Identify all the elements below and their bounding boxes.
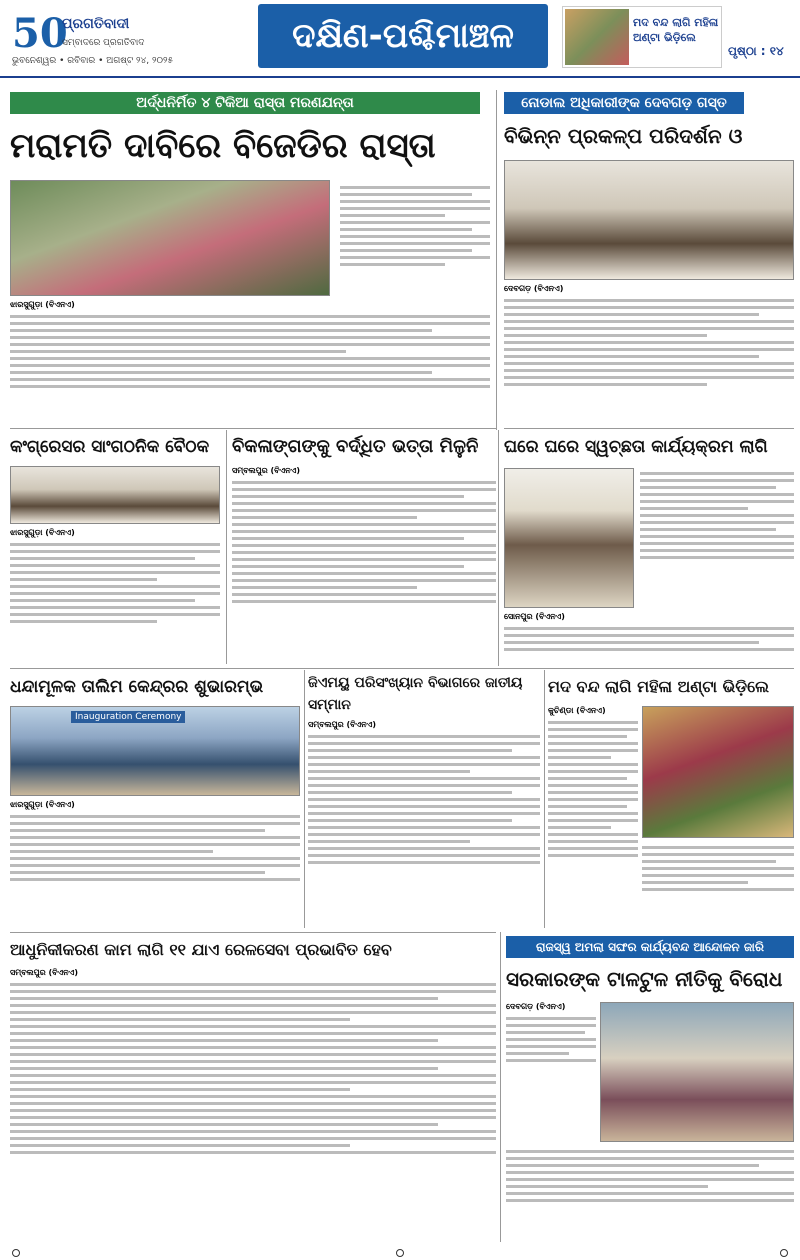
a10-photo bbox=[600, 1002, 794, 1142]
column-rule bbox=[226, 430, 227, 664]
a6-banner-text: Inauguration Ceremony bbox=[71, 711, 185, 723]
teaser-text: ମଦ ବନ୍ଦ ଲାଗି ମହିଳା ଅଣ୍ଟା ଭିଡ଼ିଲେ bbox=[633, 16, 719, 44]
a9-dateline: ସମ୍ବଲପୁର (ବିଏନଏ) bbox=[10, 968, 78, 977]
teaser-box[interactable] bbox=[562, 6, 722, 68]
a2-dateline: ଦେବଗଡ଼ (ବିଏନଏ) bbox=[504, 284, 564, 293]
a2-body bbox=[504, 284, 794, 424]
teaser-photo bbox=[565, 9, 629, 65]
a6-dateline: ଝାରସୁଗୁଡ଼ା (ବିଏନଏ) bbox=[10, 800, 75, 809]
a10-text-left bbox=[506, 1002, 596, 1092]
a2-kicker: ନୋଡାଲ ଅଧିକାରୀଙ୍କ ଦେବଗଡ଼ ଗସ୍ତ bbox=[504, 92, 744, 114]
logo-paper-name: ପ୍ରଗତିବାଦୀ bbox=[62, 16, 130, 32]
a4-photo bbox=[10, 466, 220, 524]
registration-mark-icon bbox=[396, 1249, 404, 1257]
logo-anniversary-number: 50 bbox=[12, 10, 68, 57]
a3-body bbox=[504, 612, 794, 664]
a1-body bbox=[10, 300, 490, 420]
column-rule bbox=[496, 90, 497, 430]
a6-body bbox=[10, 800, 300, 926]
a1-dateline: ଝାରସୁଗୁଡ଼ା (ବିଏନଏ) bbox=[10, 300, 75, 309]
newspaper-logo[interactable] bbox=[8, 8, 248, 70]
a1-text-intro bbox=[340, 182, 490, 298]
registration-mark-icon bbox=[780, 1249, 788, 1257]
a2-photo bbox=[504, 160, 794, 280]
a9-headline[interactable]: ଆଧୁନିକୀକରଣ କାମ ଲାଗି ୧୧ ଯାଏ ରେଳସେବା ପ୍ରଭାବିତ ହେବ bbox=[10, 940, 392, 959]
page-number: ପୃଷ୍ଠା : ୧୪ bbox=[728, 44, 784, 58]
section-title: ଦକ୍ଷିଣ-ପଶ୍ଚିମାଞ୍ଚଳ bbox=[258, 4, 548, 68]
a8-photo bbox=[642, 706, 794, 838]
print-registration-bar bbox=[0, 1246, 800, 1260]
a7-dateline: ସମ୍ବଲପୁର (ବିଏନଏ) bbox=[308, 720, 376, 729]
a10-body bbox=[506, 1146, 794, 1240]
a3-top-rule bbox=[504, 428, 794, 429]
column-rule bbox=[500, 932, 501, 1242]
a7-body bbox=[308, 720, 540, 928]
a5-body bbox=[232, 466, 496, 662]
a6-photo bbox=[10, 706, 300, 796]
column-rule bbox=[304, 670, 305, 928]
a7-headline[interactable]: ଜିଏମୟୁ ପରିସଂଖ୍ୟାନ ବିଭାଗରେ ଜାତୀୟ ସମ୍ମାନ bbox=[308, 675, 523, 713]
a8-dateline: କୁଚିଣ୍ଡା (ବିଏନଏ) bbox=[548, 706, 606, 715]
a1-photo bbox=[10, 180, 330, 296]
a1-kicker: ଅର୍ଦ୍ଧନିର୍ମିତ ୪ ଟିକିଆ ରାସ୍ତା ମରଣଯନ୍ତା bbox=[10, 92, 480, 114]
a9-body bbox=[10, 968, 496, 1240]
masthead bbox=[0, 0, 800, 78]
a8-headline[interactable]: ମଦ ବନ୍ଦ ଲାଗି ମହିଳା ଅଣ୍ଟା ଭିଡ଼ିଲେ bbox=[548, 677, 770, 696]
column-rule bbox=[498, 430, 499, 666]
a9-top-rule bbox=[10, 932, 496, 933]
a6-headline[interactable]: ଧନ୍ଦାମୂଳକ ତାଲିମ କେନ୍ଦ୍ରର ଶୁଭାରମ୍ଭ bbox=[10, 677, 264, 697]
a6-top-rule bbox=[10, 668, 794, 669]
a8-text-left bbox=[548, 706, 638, 928]
logo-tagline: ସମ୍ବାଦରେ ପ୍ରଗତିବାଦ bbox=[62, 38, 145, 48]
a3-photo bbox=[504, 468, 634, 608]
a2-headline[interactable]: ବିଭିନ୍ନ ପ୍ରକଳ୍ପ ପରିଦର୍ଶନ ଓ bbox=[504, 124, 743, 148]
a10-headline[interactable]: ସରକାରଙ୍କ ଟାଳଟୁଳ ନୀତିକୁ ବିରୋଧ bbox=[506, 967, 783, 991]
column-rule bbox=[544, 670, 545, 928]
a5-dateline: ସମ୍ବଲପୁର (ବିଏନଏ) bbox=[232, 466, 300, 475]
a5-headline[interactable]: ବିକଳାଙ୍ଗଙ୍କୁ ବର୍ଦ୍ଧିତ ଭତ୍ତା ମିଳୁନି bbox=[232, 436, 479, 457]
a4-headline[interactable]: କଂଗ୍ରେସର ସାଂଗଠନିକ ବୈଠକ bbox=[10, 437, 210, 457]
a3-text-right bbox=[640, 468, 794, 608]
a4-body bbox=[10, 528, 220, 662]
a8-text-right bbox=[642, 842, 794, 928]
a4-dateline: ଝାରସୁଗୁଡ଼ା (ବିଏନଏ) bbox=[10, 528, 75, 537]
a4-top-rule bbox=[10, 428, 496, 429]
registration-mark-icon bbox=[12, 1249, 20, 1257]
a1-headline[interactable]: ମରାମତି ଦାବିରେ ବିଜେଡିର ରାସ୍ତା bbox=[10, 126, 436, 166]
a3-dateline: ସୋନପୁର (ବିଏନଏ) bbox=[504, 612, 565, 621]
a10-kicker: ରାଜସ୍ୱ ଅମଲା ସଙ୍ଘର କାର୍ଯ୍ୟବନ୍ଦ ଆନ୍ଦୋଳନ ଜାରି bbox=[506, 936, 794, 958]
a3-headline[interactable]: ଘରେ ଘରେ ସ୍ୱଚ୍ଛତା କାର୍ଯ୍ୟକ୍ରମ ଲାଗି bbox=[504, 437, 768, 457]
edition-date: ଭୁବନେଶ୍ୱର • ରବିବାର • ଅଗଷ୍ଟ ୨୪, ୨୦୨୫ bbox=[12, 56, 174, 66]
a10-dateline: ଦେବଗଡ଼ (ବିଏନଏ) bbox=[506, 1002, 566, 1011]
